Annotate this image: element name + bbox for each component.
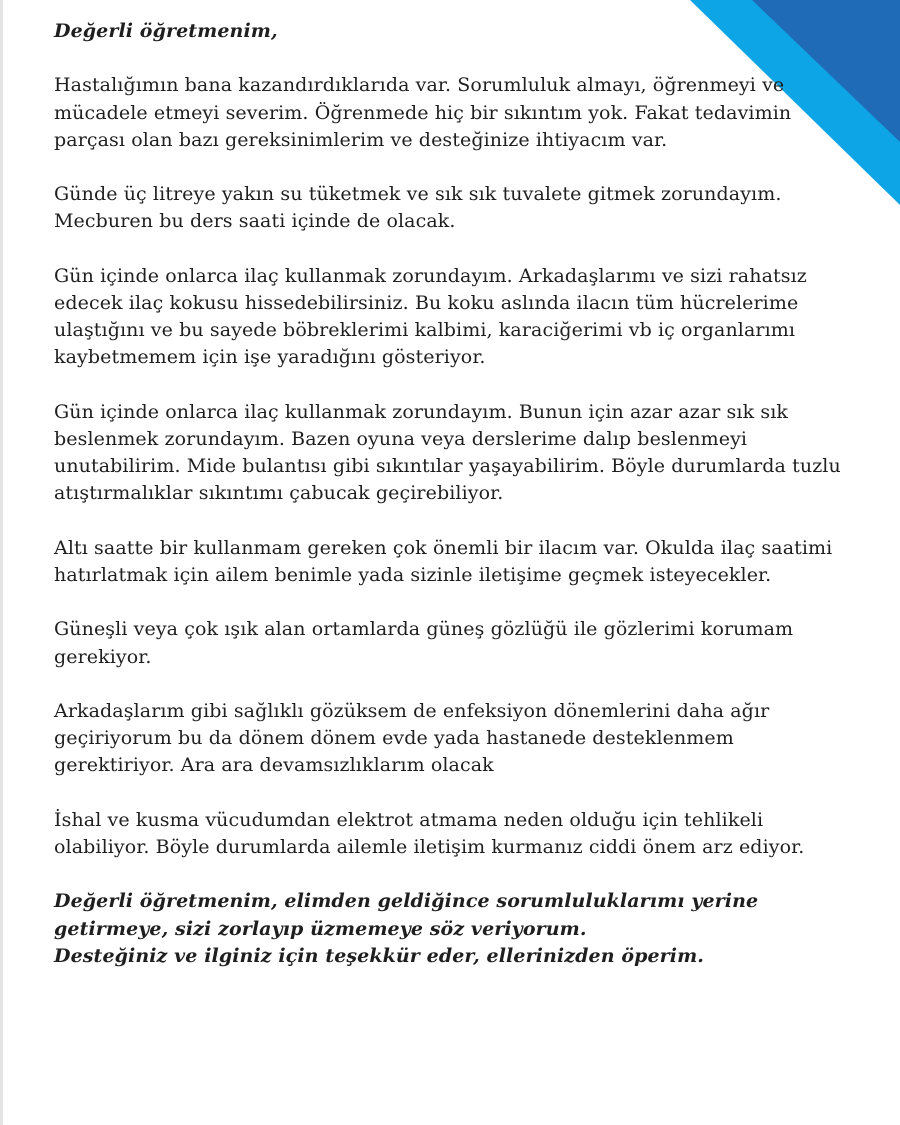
letter-paragraph: Gün içinde onlarca ilaç kullanmak zorundayım. Arkadaşlarımı ve sizi rahatsız edecek ilaç kokusu hissedebilirsiniz. Bu koku aslında ilacın tüm hücrelerime ulaştığını ve bu sayede böbreklerimi kalbimi, karaciğerimi vb iç organlarımı kaybetmemem için işe yaradığını gösteriyor. (54, 264, 807, 369)
letter-paragraph: Altı saatte bir kullanmam gereken çok önemli bir ilacım var. Okulda ilaç saatimi hatırlatmak için ailem benimle yada sizinle iletişime geçmek isteyecekler. (54, 536, 833, 586)
letter-body (54, 18, 874, 997)
letter-paragraph: Günde üç litreye yakın su tüketmek ve sık sık tuvalete gitmek zorundayım. Mecburen bu ders saati içinde de olacak. (54, 183, 782, 233)
letter-paragraph: Güneşli veya çok ışık alan ortamlarda güneş gözlüğü ile gözlerimi korumam gerekiyor. (54, 618, 794, 668)
letter-paragraph: İshal ve kusma vücudumdan elektrot atmama neden olduğu için tehlikeli olabiliyor. Böyle durumlarda ailemle iletişim kurmanız ciddi önem arz ediyor. (54, 808, 805, 858)
letter-closing: Değerli öğretmenim, elimden geldiğince sorumluluklarımı yerine getirmeye, sizi zorlayıp üzmemeye söz veriyorum. Desteğiniz ve ilginiz için teşekkür eder, ellerinizden öperim. (54, 890, 759, 967)
letter-paragraph: Gün içinde onlarca ilaç kullanmak zorundayım. Bunun için azar azar sık sık beslenmek zorundayım. Bazen oyuna veya derslerime dalıp beslenmeyi unutabilirim. Mide bulantısı gibi sıkıntılar yaşayabilirim. Böyle durumlarda tuzlu atıştırmalıklar sıkıntımı çabucak geçirebiliyor. (54, 400, 841, 505)
letter-greeting: Değerli öğretmenim, (54, 20, 278, 42)
letter-paragraph: Arkadaşlarım gibi sağlıklı gözüksem de enfeksiyon dönemlerini daha ağır geçiriyorum bu da dönem dönem evde yada hastanede desteklenmem gerektiriyor. Ara ara devamsızlıklarım olacak (54, 699, 770, 777)
letter-paragraph: Hastalığımın bana kazandırdıklarıda var. Sorumluluk almayı, öğrenmeyi ve mücadele etmeyi severim. Öğrenmede hiç bir sıkıntım yok. Fakat tedavimin parçası olan bazı gereksinimlerim ve desteğinize ihtiyacım var. (54, 74, 792, 151)
page-edge (0, 0, 3, 1125)
